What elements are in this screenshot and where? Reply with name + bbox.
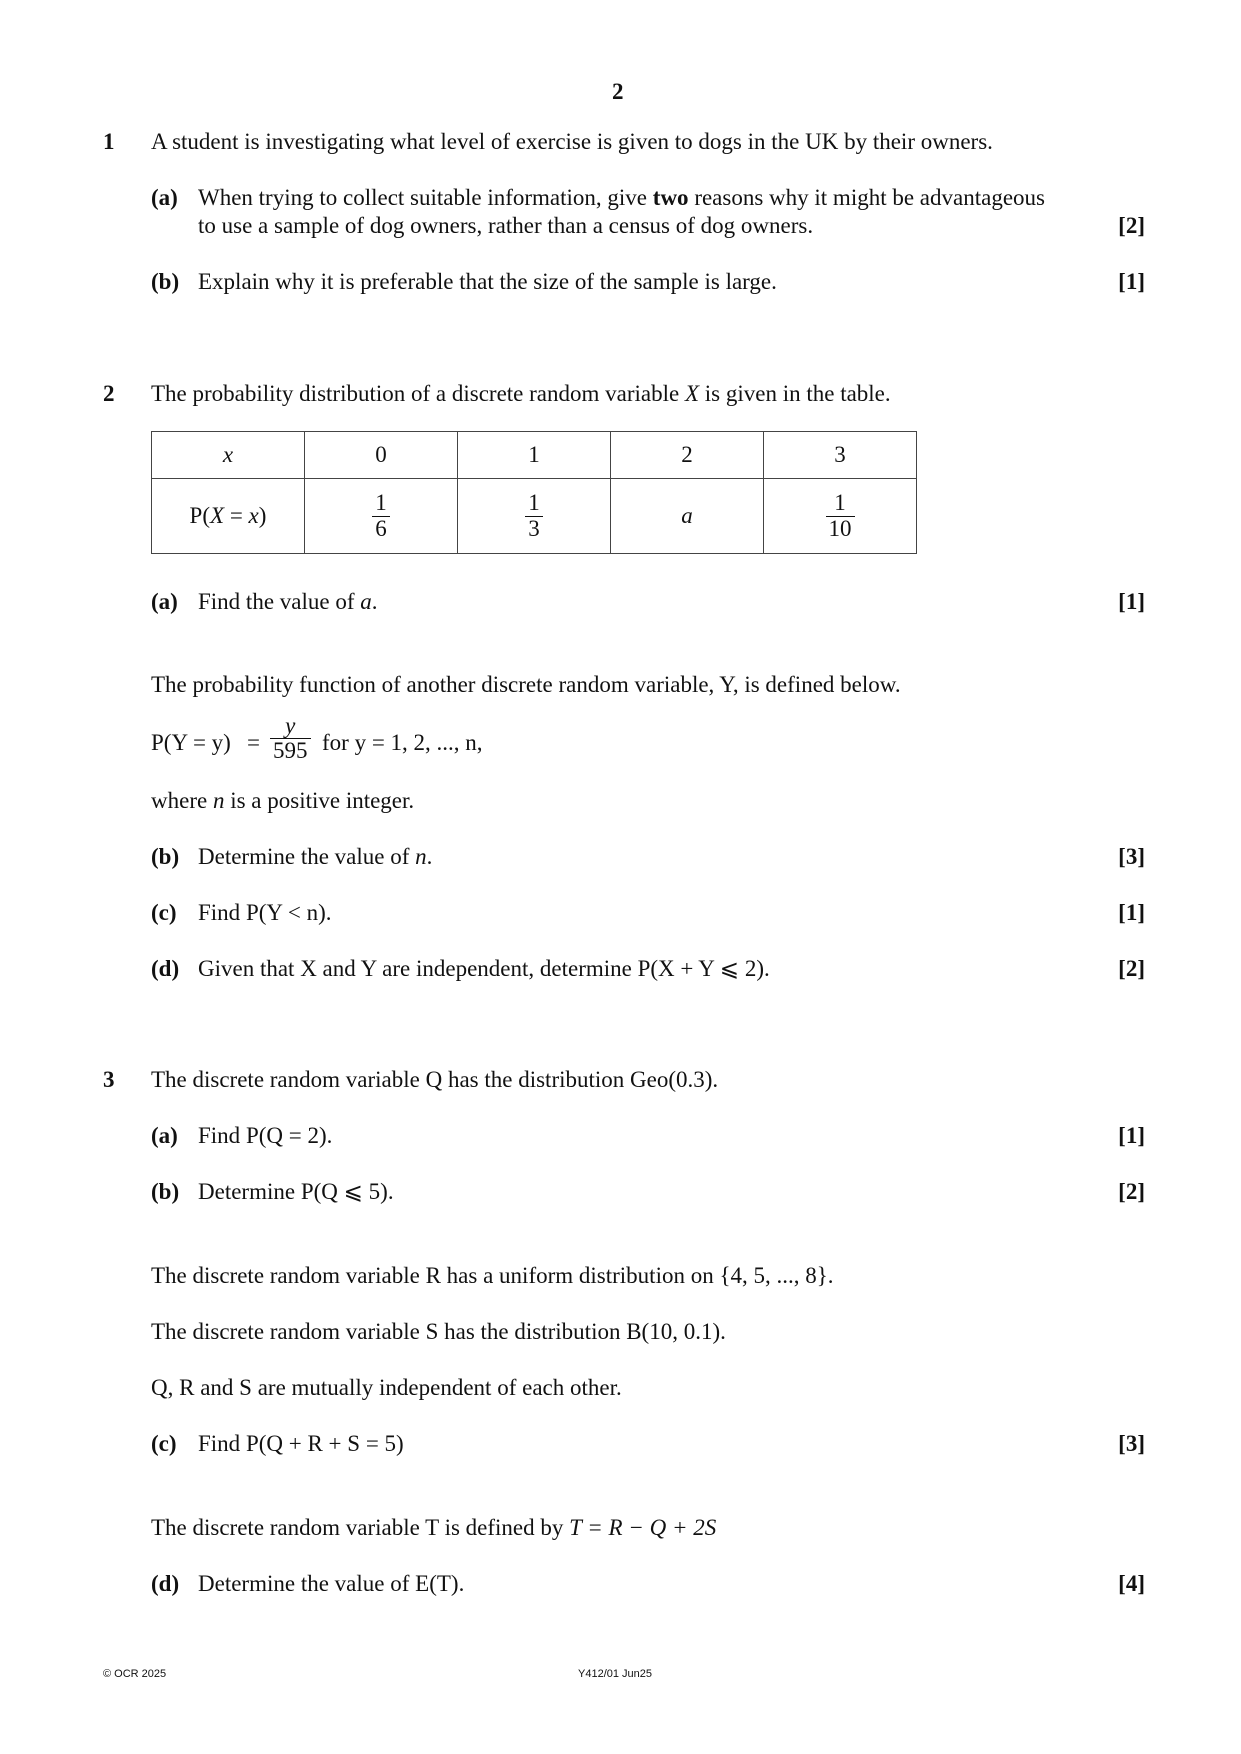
table-row bbox=[152, 432, 917, 479]
q3-independence-line: Q, R and S are mutually independent of each other. bbox=[151, 1375, 622, 1400]
q2c-text: Find P(Y < n). bbox=[198, 900, 332, 925]
q1b-text: Explain why it is preferable that the size of the sample is large. bbox=[198, 269, 777, 294]
q3b-text: Determine P(Q ⩽ 5). bbox=[198, 1179, 394, 1204]
q2b-marks: [3] bbox=[1118, 844, 1145, 869]
q3d-label: (d) bbox=[151, 1571, 180, 1596]
table-cell: a bbox=[611, 479, 764, 554]
question-1-stem: A student is investigating what level of exercise is given to dogs in the UK by their owners. bbox=[151, 129, 993, 154]
table-cell: 1 bbox=[458, 432, 611, 479]
q3b-label: (b) bbox=[151, 1179, 180, 1204]
q1a-marks: [2] bbox=[1118, 213, 1145, 238]
question-3-stem: The discrete random variable Q has the distribution Geo(0.3). bbox=[151, 1067, 719, 1092]
q2-intro-y: The probability function of another discrete random variable, Y, is defined below. bbox=[151, 672, 901, 697]
q3-r-line: The discrete random variable R has a uniform distribution on {4, 5, ..., 8}. bbox=[151, 1263, 834, 1288]
q3a-text: Find P(Q = 2). bbox=[198, 1123, 333, 1148]
q3c-text: Find P(Q + R + S = 5) bbox=[198, 1431, 404, 1456]
table-cell bbox=[305, 479, 458, 554]
table-row bbox=[152, 479, 917, 554]
q3a-marks: [1] bbox=[1118, 1123, 1145, 1148]
q3d-text: Determine the value of E(T). bbox=[198, 1571, 465, 1596]
q2-where: where n is a positive integer. bbox=[151, 788, 415, 813]
q1b-marks: [1] bbox=[1118, 269, 1145, 294]
table-cell: 0 bbox=[305, 432, 458, 479]
q3d-marks: [4] bbox=[1118, 1571, 1145, 1596]
q2-pf-rhs: for y = 1, 2, ..., n, bbox=[322, 730, 483, 755]
q1a-text-line1: When trying to collect suitable information, give two reasons why it might be advantageous bbox=[198, 185, 1045, 210]
q2-pf-lhs: P(Y = y) bbox=[151, 730, 231, 755]
question-2-stem: The probability distribution of a discrete random variable X is given in the table. bbox=[151, 381, 891, 406]
table-header-x: x bbox=[152, 432, 305, 479]
q2d-marks: [2] bbox=[1118, 956, 1145, 981]
q3c-marks: [3] bbox=[1118, 1431, 1145, 1456]
q2b-text: Determine the value of n. bbox=[198, 844, 433, 869]
table-header-probability: P(X = x) bbox=[152, 479, 305, 554]
q3c-label: (c) bbox=[151, 1431, 177, 1456]
fraction: $\frac{1}{3}$ bbox=[525, 491, 543, 540]
table-cell: 2 bbox=[611, 432, 764, 479]
question-3-number: 3 bbox=[103, 1067, 115, 1092]
q2d-label: (d) bbox=[151, 956, 180, 981]
table-cell: 3 bbox=[764, 432, 917, 479]
q1b-label: (b) bbox=[151, 269, 180, 294]
q2a-label: (a) bbox=[151, 589, 178, 614]
question-2-number: 2 bbox=[103, 381, 115, 406]
q2a-marks: [1] bbox=[1118, 589, 1145, 614]
q3a-label: (a) bbox=[151, 1123, 178, 1148]
fraction: $\frac{1}{6}$ bbox=[372, 491, 390, 540]
page-number: 2 bbox=[612, 79, 624, 104]
q2c-marks: [1] bbox=[1118, 900, 1145, 925]
q1a-label: (a) bbox=[151, 185, 178, 210]
probability-distribution-table bbox=[151, 431, 917, 554]
question-1-number: 1 bbox=[103, 129, 115, 154]
q3-s-line: The discrete random variable S has the distribution B(10, 0.1). bbox=[151, 1319, 726, 1344]
q2-pf-eq: = bbox=[247, 730, 260, 755]
q3-t-definition: The discrete random variable T is defined by T = R − Q + 2S bbox=[151, 1515, 717, 1540]
q2d-text: Given that X and Y are independent, determine P(X + Y ⩽ 2). bbox=[198, 956, 770, 981]
q1a-text-line2: to use a sample of dog owners, rather than a census of dog owners. bbox=[198, 213, 814, 238]
q2-pf-fraction: $\frac{y}{595}$ bbox=[270, 714, 311, 763]
table-cell bbox=[458, 479, 611, 554]
q2a-text: Find the value of a. bbox=[198, 589, 378, 614]
q2c-label: (c) bbox=[151, 900, 177, 925]
footer-paper-code: Y412/01 Jun25 bbox=[578, 1668, 653, 1680]
footer-copyright: © OCR 2025 bbox=[103, 1668, 167, 1680]
q2b-label: (b) bbox=[151, 844, 180, 869]
fraction: $\frac{1}{10}$ bbox=[826, 491, 855, 540]
q3b-marks: [2] bbox=[1118, 1179, 1145, 1204]
table-cell bbox=[764, 479, 917, 554]
